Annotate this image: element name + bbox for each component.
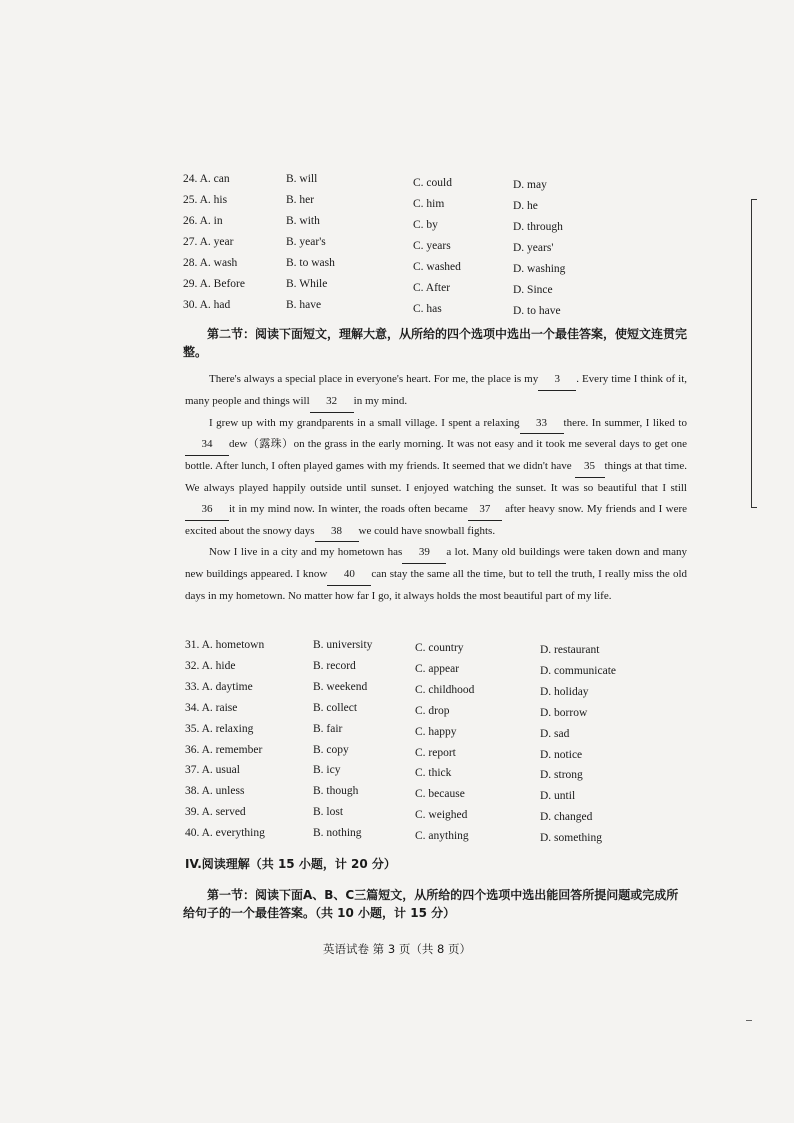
option-b: B. lost bbox=[313, 806, 344, 819]
option-d: D. through bbox=[513, 221, 563, 233]
option-a: 38. A. unless bbox=[185, 785, 245, 798]
option-c: C. could bbox=[413, 177, 452, 189]
option-b: B. year's bbox=[286, 236, 326, 248]
option-a: 40. A. everything bbox=[185, 827, 265, 840]
option-row bbox=[185, 681, 645, 702]
blank: 34 bbox=[185, 434, 229, 456]
option-row bbox=[185, 806, 645, 827]
option-c: C. washed bbox=[413, 261, 461, 273]
option-d: D. communicate bbox=[540, 664, 617, 677]
blank: 40 bbox=[327, 564, 371, 586]
option-c: C. childhood bbox=[415, 683, 475, 696]
paragraph-2: I grew up with my grandparents in a small village. I spent a relaxing 33 there. In summer, I liked to34 dew（露珠）on the grass in the early morning. It was not easy and it took me several days to get one bottle. After lunch, I often played games with my friends. It seemed that we didn't have 35 things at that time. We always played happily outside until sunset. I enjoyed watching the sunset. It was so beautiful that I still36 it in my mind now. In winter, the roads often became 37 after heavy snow. My friends and I were excited about the snowy days 38 we could have snowball fights. bbox=[185, 413, 687, 543]
option-row bbox=[185, 702, 645, 723]
blank: 39 bbox=[402, 542, 446, 564]
option-d: D. borrow bbox=[540, 706, 588, 719]
part4-instruction: 第一节：阅读下面A、B、C三篇短文，从所给的四个选项中选出能回答所提问题或完成所给句子的一个最佳答案。（共 10 小题，计 15 分） bbox=[183, 888, 679, 920]
option-d: D. to have bbox=[513, 305, 561, 317]
option-c: C. appear bbox=[415, 662, 460, 675]
paragraph-3: Now I live in a city and my hometown has 39 a lot. Many old buildings were taken down and many new buildings appeared. I know 40 can stay the same all the time, but to tell the truth, I really miss the old days in my hometown. No matter how far I go, it always holds the most beautiful part of my life. bbox=[185, 542, 687, 606]
option-c: C. him bbox=[413, 198, 445, 210]
option-c: C. happy bbox=[415, 725, 457, 738]
option-b: B. icy bbox=[313, 764, 341, 777]
option-a: 28. A. wash bbox=[183, 257, 238, 269]
option-b: B. her bbox=[286, 194, 315, 206]
option-a: 31. A. hometown bbox=[185, 639, 265, 651]
option-a: 37. A. usual bbox=[185, 764, 240, 777]
blank: 36 bbox=[185, 499, 229, 521]
option-b: B. collect bbox=[313, 701, 358, 714]
option-d: D. years' bbox=[513, 242, 554, 254]
option-d: D. Since bbox=[513, 284, 553, 296]
blank: 3 bbox=[538, 369, 576, 391]
option-a: 24. A. can bbox=[183, 173, 230, 185]
option-b: B. with bbox=[286, 215, 320, 227]
blank: 35 bbox=[575, 456, 605, 478]
option-b: B. record bbox=[313, 659, 356, 672]
cloze-passage bbox=[185, 369, 687, 607]
option-c: C. years bbox=[413, 240, 451, 252]
section2-instruction: 第二节：阅读下面短文，理解大意，从所给的四个选项中选出一个最佳答案，使短文连贯完整。 bbox=[183, 327, 688, 359]
option-c: C. thick bbox=[415, 767, 452, 780]
option-b: B. have bbox=[286, 299, 322, 311]
option-b: B. nothing bbox=[313, 827, 362, 840]
option-c: C. by bbox=[413, 219, 438, 231]
option-a: 27. A. year bbox=[183, 236, 234, 248]
blank: 37 bbox=[468, 499, 502, 521]
option-c: C. anything bbox=[415, 830, 469, 843]
option-row bbox=[185, 639, 645, 660]
option-d: D. holiday bbox=[540, 685, 589, 698]
margin-mark bbox=[746, 1020, 752, 1021]
option-c: C. After bbox=[413, 282, 451, 294]
option-b: B. While bbox=[286, 278, 328, 290]
option-d: D. washing bbox=[513, 263, 566, 275]
option-d: D. until bbox=[540, 790, 576, 803]
blank: 38 bbox=[315, 521, 359, 543]
option-row bbox=[183, 278, 623, 299]
paragraph-1: There's always a special place in everyone's heart. For me, the place is my 3 . Every time I think of it, many people and things will 32 in my mind. bbox=[185, 369, 687, 413]
option-d: D. he bbox=[513, 200, 538, 212]
option-row bbox=[183, 215, 623, 236]
option-row bbox=[185, 827, 645, 848]
option-a: 30. A. had bbox=[183, 299, 231, 311]
option-a: 33. A. daytime bbox=[185, 680, 253, 693]
option-a: 26. A. in bbox=[183, 215, 223, 227]
option-a: 39. A. served bbox=[185, 806, 246, 819]
page-footer: 英语试卷 第 3 页（共 8 页） bbox=[323, 942, 471, 956]
option-b: B. university bbox=[313, 639, 373, 651]
option-a: 32. A. hide bbox=[185, 659, 236, 672]
option-row bbox=[185, 660, 645, 681]
option-d: D. changed bbox=[540, 811, 593, 824]
option-d: D. strong bbox=[540, 769, 583, 782]
option-b: B. copy bbox=[313, 743, 349, 756]
option-c: C. report bbox=[415, 746, 456, 759]
option-c: C. because bbox=[415, 788, 465, 801]
option-a: 36. A. remember bbox=[185, 743, 263, 756]
option-a: 29. A. Before bbox=[183, 278, 245, 290]
option-row bbox=[183, 173, 623, 194]
blank: 32 bbox=[310, 391, 354, 413]
part4-title: IV.阅读理解（共 15 小题，计 20 分） bbox=[185, 857, 396, 871]
option-row bbox=[185, 785, 645, 806]
option-d: D. restaurant bbox=[540, 644, 600, 656]
option-row bbox=[183, 236, 623, 257]
option-c: C. has bbox=[413, 303, 442, 315]
option-c: C. country bbox=[415, 642, 464, 654]
option-b: B. fair bbox=[313, 722, 343, 735]
option-d: D. something bbox=[540, 832, 602, 845]
option-b: B. will bbox=[286, 173, 318, 185]
option-d: D. notice bbox=[540, 748, 583, 761]
option-row bbox=[183, 299, 623, 320]
option-a: 35. A. relaxing bbox=[185, 722, 254, 735]
option-row bbox=[185, 744, 645, 765]
blank: 33 bbox=[520, 413, 564, 435]
option-b: B. to wash bbox=[286, 257, 335, 269]
option-b: B. though bbox=[313, 785, 359, 798]
option-row bbox=[183, 194, 623, 215]
option-row bbox=[183, 257, 623, 278]
option-a: 25. A. his bbox=[183, 194, 228, 206]
option-c: C. drop bbox=[415, 704, 450, 717]
option-c: C. weighed bbox=[415, 809, 468, 822]
option-b: B. weekend bbox=[313, 680, 368, 693]
option-d: D. sad bbox=[540, 727, 570, 740]
margin-bracket bbox=[751, 199, 757, 508]
option-a: 34. A. raise bbox=[185, 701, 238, 714]
option-row bbox=[185, 723, 645, 744]
option-d: D. may bbox=[513, 179, 547, 191]
option-row bbox=[185, 764, 645, 785]
